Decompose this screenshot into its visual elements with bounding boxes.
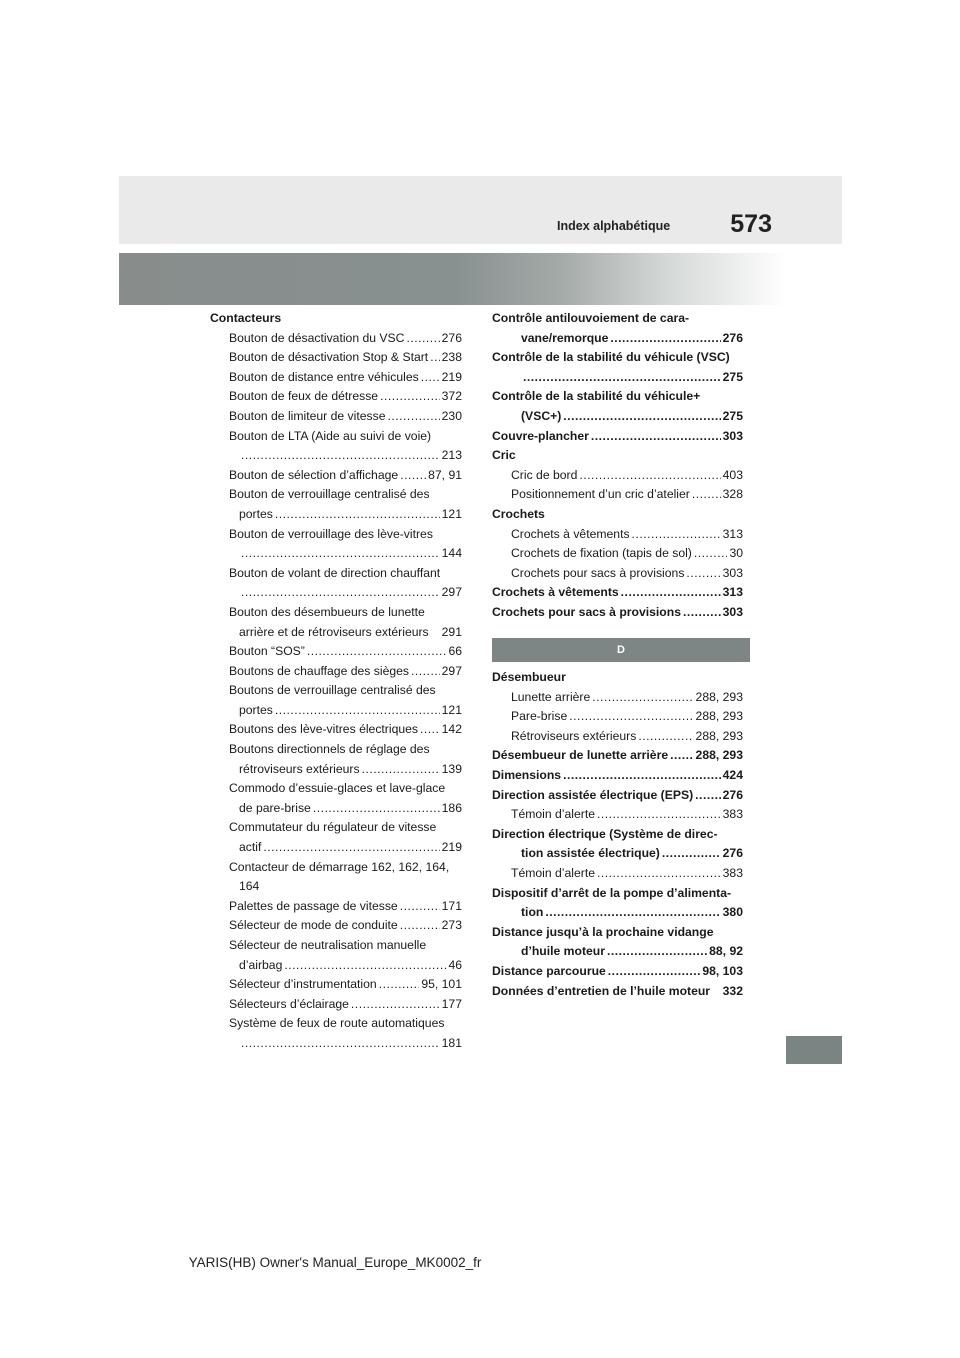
dot-leader bbox=[275, 505, 440, 525]
entry-label: Désembueur de lunette arrière bbox=[492, 748, 669, 763]
entry-label: Positionnement d’un cric d’atelier bbox=[511, 487, 690, 502]
index-entry bbox=[492, 407, 743, 427]
index-entry bbox=[210, 701, 462, 721]
index-entry bbox=[210, 916, 462, 936]
dot-leader bbox=[523, 368, 721, 388]
entry-page-ref: 230 bbox=[441, 408, 462, 423]
dot-leader bbox=[579, 466, 720, 486]
dot-leader bbox=[695, 786, 720, 806]
index-entry bbox=[210, 799, 462, 819]
index-entry bbox=[210, 975, 462, 995]
entry-label: Boutons des lève-vitres électriques bbox=[229, 722, 419, 737]
index-entry bbox=[492, 525, 743, 545]
page-number: 573 bbox=[730, 210, 772, 238]
index-subentry: Système de feux de route automatiques bbox=[229, 1016, 445, 1031]
entry-label: Bouton de feux de détresse bbox=[229, 389, 379, 404]
dot-leader bbox=[592, 688, 693, 708]
entry-page-ref: 87, 91 bbox=[428, 467, 462, 482]
entry-label: Bouton “SOS” bbox=[229, 644, 305, 659]
entry-page-ref: 424 bbox=[722, 767, 743, 782]
index-entry bbox=[492, 727, 743, 747]
entry-page-ref: 383 bbox=[722, 807, 743, 822]
dot-leader bbox=[241, 446, 440, 466]
entry-label: Rétroviseurs extérieurs bbox=[511, 728, 637, 743]
index-entry bbox=[492, 746, 743, 766]
index-entry bbox=[210, 995, 462, 1015]
index-entry bbox=[492, 466, 743, 486]
entry-label: rétroviseurs extérieurs bbox=[239, 761, 360, 776]
entry-label: tion bbox=[521, 905, 544, 920]
dot-leader bbox=[313, 799, 440, 819]
index-heading: Contacteurs bbox=[210, 311, 282, 325]
entry-page-ref: 380 bbox=[722, 905, 743, 920]
index-entry bbox=[492, 962, 743, 982]
entry-label: (VSC+) bbox=[521, 408, 562, 423]
entry-page-ref: 46 bbox=[448, 957, 462, 972]
entry-page-ref: 171 bbox=[441, 898, 462, 913]
dot-leader bbox=[597, 805, 721, 825]
dot-leader bbox=[621, 583, 721, 603]
entry-label: Direction assistée électrique (EPS) bbox=[492, 787, 694, 802]
entry-label: arrière et de rétroviseurs extérieurs bbox=[239, 624, 429, 639]
dot-leader bbox=[263, 838, 439, 858]
entry-page-ref: 372 bbox=[441, 389, 462, 404]
dot-leader bbox=[400, 897, 440, 917]
index-entry bbox=[210, 662, 462, 682]
dot-leader bbox=[597, 864, 721, 884]
index-entry bbox=[210, 897, 462, 917]
entry-page-ref: 276 bbox=[722, 846, 743, 861]
entry-label: Distance parcourue bbox=[492, 963, 606, 978]
index-entry bbox=[210, 583, 462, 603]
index-subentry-continued: 164 bbox=[239, 879, 260, 894]
dot-leader bbox=[683, 603, 721, 623]
dot-leader bbox=[284, 956, 446, 976]
entry-page-ref: 288, 293 bbox=[695, 689, 743, 704]
dot-leader bbox=[591, 427, 721, 447]
index-subentry: Commodo d’essuie-glaces et lave-glace bbox=[229, 781, 446, 796]
entry-page-ref: 288, 293 bbox=[695, 728, 743, 743]
index-heading: Contrôle antilouvoiement de cara- bbox=[492, 311, 690, 325]
index-entry bbox=[210, 642, 462, 662]
entry-page-ref: 276 bbox=[722, 787, 743, 802]
entry-page-ref: 288, 293 bbox=[695, 709, 743, 724]
dot-leader bbox=[388, 407, 440, 427]
index-entry bbox=[210, 505, 462, 525]
entry-label: Bouton de sélection d’affichage bbox=[229, 467, 399, 482]
index-entry bbox=[492, 583, 743, 603]
entry-label: Crochets pour sacs à provisions bbox=[492, 604, 681, 619]
index-subentry: Boutons directionnels de réglage des bbox=[229, 742, 430, 757]
index-subentry: Bouton de verrouillage des lève-vitres bbox=[229, 526, 433, 541]
dot-leader bbox=[686, 564, 720, 584]
dot-leader bbox=[569, 707, 693, 727]
entry-page-ref: 144 bbox=[441, 546, 462, 561]
entry-label: Lunette arrière bbox=[511, 689, 591, 704]
index-entry bbox=[210, 760, 462, 780]
entry-page-ref: 219 bbox=[441, 840, 462, 855]
dot-leader bbox=[610, 329, 720, 349]
index-heading: Cric bbox=[492, 448, 516, 463]
dot-leader bbox=[411, 662, 440, 682]
entry-page-ref: 276 bbox=[441, 330, 462, 345]
index-heading: Contrôle de la stabilité du véhicule (VSC) bbox=[492, 350, 730, 365]
dot-leader bbox=[400, 916, 440, 936]
entry-page-ref: 313 bbox=[722, 526, 743, 541]
entry-page-ref: 332 bbox=[722, 983, 743, 998]
index-entry bbox=[210, 544, 462, 564]
entry-page-ref: 403 bbox=[722, 467, 743, 482]
entry-page-ref: 213 bbox=[441, 448, 462, 463]
index-entry bbox=[492, 688, 743, 708]
dot-leader bbox=[662, 844, 721, 864]
index-entry bbox=[210, 329, 462, 349]
index-heading: Dispositif d’arrêt de la pompe d’alimenta- bbox=[492, 885, 732, 900]
dot-leader bbox=[241, 583, 440, 603]
index-entry bbox=[492, 368, 743, 388]
entry-label: Témoin d’alerte bbox=[511, 807, 595, 822]
dot-leader bbox=[692, 485, 721, 505]
dot-leader bbox=[563, 766, 721, 786]
index-column-right-bottom bbox=[492, 668, 743, 1001]
index-heading: Direction électrique (Système de direc- bbox=[492, 826, 718, 841]
index-subentry: Bouton de LTA (Aide au suivi de voie) bbox=[229, 428, 432, 443]
index-entry bbox=[210, 956, 462, 976]
dot-leader bbox=[670, 746, 693, 766]
entry-page-ref: 177 bbox=[441, 996, 462, 1011]
index-entry bbox=[492, 329, 743, 349]
index-entry bbox=[492, 564, 743, 584]
entry-label: de pare-brise bbox=[239, 800, 311, 815]
index-subentry: Boutons de verrouillage centralisé des bbox=[229, 683, 436, 698]
entry-page-ref: 297 bbox=[441, 663, 462, 678]
entry-page-ref: 238 bbox=[441, 350, 462, 365]
entry-page-ref: 303 bbox=[722, 604, 743, 619]
index-entry bbox=[492, 485, 743, 505]
index-subentry: Sélecteur de neutralisation manuelle bbox=[229, 938, 427, 952]
entry-label: d’huile moteur bbox=[521, 944, 605, 959]
entry-label: d’airbag bbox=[239, 957, 283, 972]
entry-label: Crochets pour sacs à provisions bbox=[511, 565, 685, 580]
index-entry bbox=[492, 603, 743, 623]
dot-leader bbox=[421, 368, 440, 388]
dot-leader bbox=[362, 760, 440, 780]
entry-page-ref: 275 bbox=[722, 369, 743, 384]
index-entry bbox=[492, 707, 743, 727]
index-entry bbox=[492, 544, 743, 564]
index-letter-d: D bbox=[492, 638, 750, 662]
entry-page-ref: 291 bbox=[441, 624, 462, 639]
entry-label: Palettes de passage de vitesse bbox=[229, 898, 398, 913]
index-heading: Distance jusqu’à la prochaine vidange bbox=[492, 924, 714, 939]
dot-leader bbox=[406, 329, 439, 349]
entry-page-ref: 313 bbox=[722, 585, 743, 600]
index-entry bbox=[492, 786, 743, 806]
index-column-right-top bbox=[492, 309, 743, 623]
index-entry bbox=[492, 942, 743, 962]
entry-page-ref: 288, 293 bbox=[695, 748, 743, 763]
entry-page-ref: 303 bbox=[722, 565, 743, 580]
entry-label: Dimensions bbox=[492, 767, 562, 782]
index-entry bbox=[210, 1034, 462, 1054]
index-entry bbox=[210, 446, 462, 466]
dot-leader bbox=[241, 544, 440, 564]
dot-leader bbox=[608, 962, 701, 982]
entry-page-ref: 98, 103 bbox=[702, 963, 743, 978]
entry-label: Bouton de limiteur de vitesse bbox=[229, 408, 386, 423]
index-entry bbox=[492, 427, 743, 447]
entry-label: Crochets à vêtements bbox=[511, 526, 630, 541]
entry-label: Sélecteurs d’éclairage bbox=[229, 996, 349, 1011]
index-subentry: Bouton de volant de direction chauffant bbox=[229, 565, 441, 580]
entry-label: Couvre-plancher bbox=[492, 428, 589, 443]
entry-page-ref: 121 bbox=[441, 506, 462, 521]
entry-page-ref: 273 bbox=[441, 918, 462, 933]
index-entry bbox=[210, 720, 462, 740]
index-entry bbox=[492, 903, 743, 923]
entry-page-ref: 328 bbox=[722, 487, 743, 502]
index-entry bbox=[492, 982, 743, 1002]
entry-label: Pare-brise bbox=[511, 709, 568, 724]
entry-page-ref: 181 bbox=[441, 1035, 462, 1050]
entry-label: Crochets à vêtements bbox=[492, 585, 619, 600]
entry-page-ref: 186 bbox=[441, 800, 462, 815]
index-subentry: Commutateur du régulateur de vitesse bbox=[229, 820, 437, 835]
entry-label: portes bbox=[239, 702, 273, 717]
entry-page-ref: 383 bbox=[722, 865, 743, 880]
index-heading: Désembueur bbox=[492, 670, 566, 684]
entry-label: actif bbox=[239, 840, 262, 855]
index-entry bbox=[210, 466, 462, 486]
dot-leader bbox=[563, 407, 720, 427]
entry-page-ref: 219 bbox=[441, 369, 462, 384]
index-entry bbox=[210, 348, 462, 368]
entry-label: Données d’entretien de l’huile moteur bbox=[492, 983, 711, 998]
entry-label: portes bbox=[239, 506, 273, 521]
index-entry bbox=[210, 838, 462, 858]
entry-label: tion assistée électrique) bbox=[521, 846, 660, 861]
dot-leader bbox=[400, 466, 426, 486]
entry-label: vane/remorque bbox=[521, 330, 609, 345]
index-heading: Contrôle de la stabilité du véhicule+ bbox=[492, 389, 701, 404]
entry-page-ref: 142 bbox=[441, 722, 462, 737]
entry-label: Crochets de fixation (tapis de sol) bbox=[511, 546, 692, 561]
index-subentry: Bouton des désembueurs de lunette bbox=[229, 604, 425, 619]
entry-page-ref: 303 bbox=[722, 428, 743, 443]
dot-leader bbox=[380, 387, 440, 407]
index-entry bbox=[210, 387, 462, 407]
dot-leader bbox=[420, 720, 440, 740]
dot-leader bbox=[545, 903, 720, 923]
dot-leader bbox=[694, 544, 728, 564]
index-entry bbox=[210, 407, 462, 427]
index-entry bbox=[210, 623, 462, 643]
entry-page-ref: 276 bbox=[722, 330, 743, 345]
entry-page-ref: 30 bbox=[729, 546, 743, 561]
index-heading: Crochets bbox=[492, 506, 545, 521]
decorative-gradient-band bbox=[119, 253, 787, 305]
dot-leader bbox=[351, 995, 440, 1015]
index-entry bbox=[492, 844, 743, 864]
dot-leader bbox=[307, 642, 447, 662]
dot-leader bbox=[241, 1034, 440, 1054]
entry-label: Cric de bord bbox=[511, 467, 578, 482]
entry-page-ref: 275 bbox=[722, 408, 743, 423]
entry-label: Bouton de distance entre véhicules bbox=[229, 369, 419, 384]
index-column-left bbox=[210, 309, 462, 1054]
index-entry bbox=[210, 368, 462, 388]
entry-label: Bouton de désactivation Stop & Start bbox=[229, 350, 429, 365]
entry-page-ref: 66 bbox=[448, 644, 462, 659]
section-title: Index alphabétique bbox=[557, 219, 671, 233]
dot-leader bbox=[607, 942, 707, 962]
dot-leader bbox=[632, 525, 721, 545]
index-subentry: Bouton de verrouillage centralisé des bbox=[229, 487, 430, 502]
entry-page-ref: 95, 101 bbox=[421, 977, 462, 992]
entry-label: Boutons de chauffage des sièges bbox=[229, 663, 410, 678]
dot-leader bbox=[638, 727, 693, 747]
index-subentry: Contacteur de démarrage 162, 162, 164, bbox=[229, 859, 450, 874]
entry-label: Témoin d’alerte bbox=[511, 865, 595, 880]
entry-label: Bouton de désactivation du VSC bbox=[229, 330, 405, 345]
entry-page-ref: 297 bbox=[441, 585, 462, 600]
footer-manual-id: YARIS(HB) Owner's Manual_Europe_MK0002_fr bbox=[188, 1255, 482, 1270]
dot-leader bbox=[275, 701, 440, 721]
entry-page-ref: 139 bbox=[441, 761, 462, 776]
dot-leader bbox=[430, 348, 439, 368]
index-entry bbox=[492, 766, 743, 786]
index-entry bbox=[492, 864, 743, 884]
entry-page-ref: 121 bbox=[441, 702, 462, 717]
entry-label: Sélecteur d’instrumentation bbox=[229, 977, 377, 992]
entry-page-ref: 88, 92 bbox=[709, 944, 743, 959]
chapter-tab bbox=[786, 1036, 842, 1064]
dot-leader bbox=[379, 975, 420, 995]
entry-label: Sélecteur de mode de conduite bbox=[229, 918, 398, 933]
index-entry bbox=[492, 805, 743, 825]
